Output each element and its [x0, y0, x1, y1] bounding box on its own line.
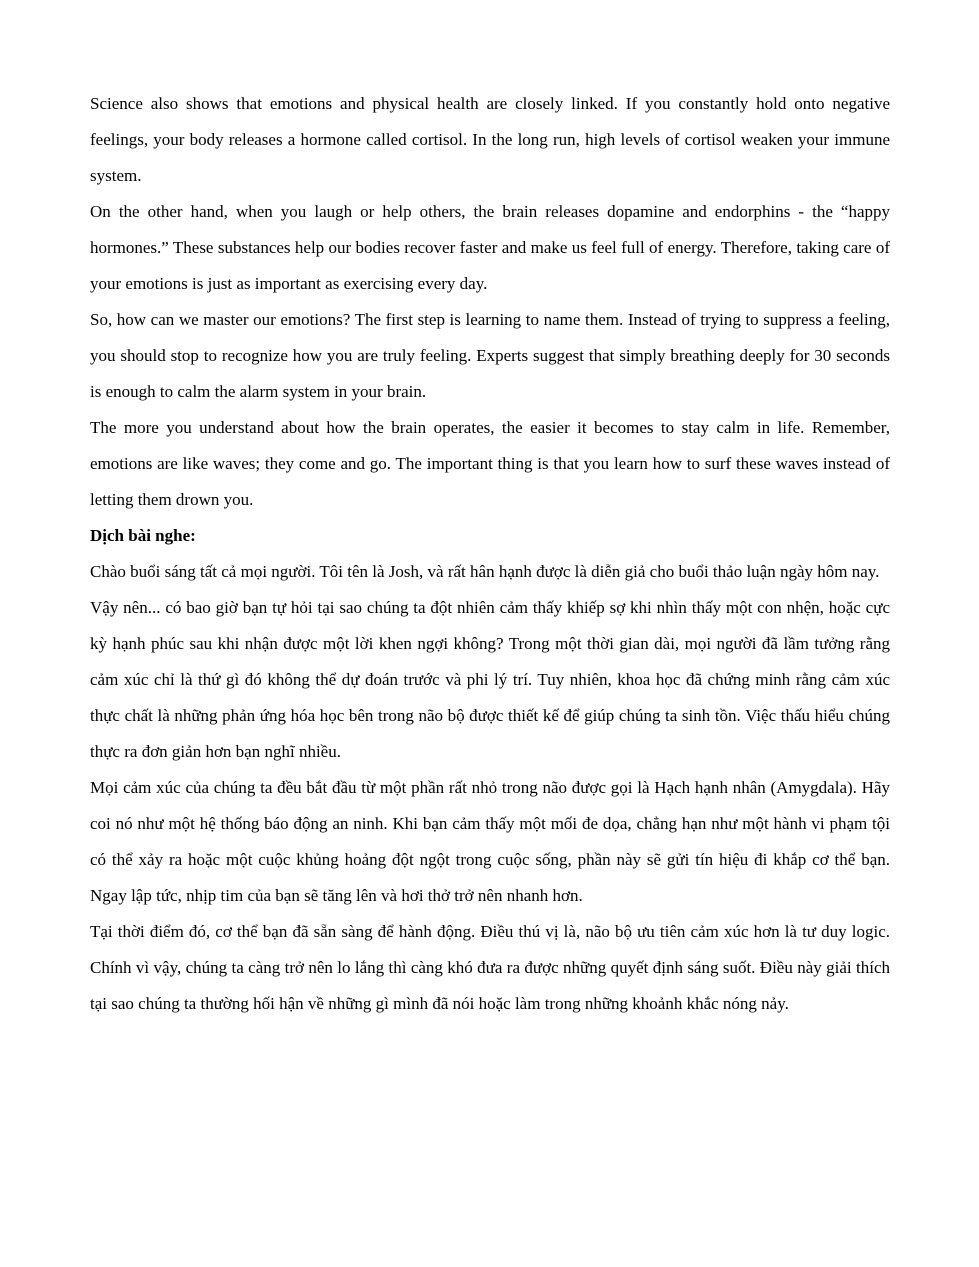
paragraph: On the other hand, when you laugh or help others, the brain releases dopamine and endorphins - the “happy hormones.” These substances help our bodies recover faster and make us feel full of energy. Therefore, taking care of your emotions is just as important as exercising every day. [90, 202, 890, 293]
paragraph: Tại thời điểm đó, cơ thể bạn đã sẵn sàng để hành động. Điều thú vị là, não bộ ưu tiên cảm xúc hơn là tư duy logic. Chính vì vậy, chúng ta càng trở nên lo lắng thì càng khó đưa ra được những quyết định sáng suốt. Điều này giải thích tại sao chúng ta thường hối hận về những gì mình đã nói hoặc làm trong những khoảnh khắc nóng nảy. [90, 922, 890, 1013]
document-body [90, 86, 890, 1022]
paragraph: Science also shows that emotions and physical health are closely linked. If you constantly hold onto negative feelings, your body releases a hormone called cortisol. In the long run, high levels of cortisol weaken your immune system. [90, 94, 890, 185]
paragraph: Mọi cảm xúc của chúng ta đều bắt đầu từ một phần rất nhỏ trong não được gọi là Hạch hạnh nhân (Amygdala). Hãy coi nó như một hệ thống báo động an ninh. Khi bạn cảm thấy một mối đe dọa, chẳng hạn như một hành vi phạm tội có thể xảy ra hoặc một cuộc khủng hoảng đột ngột trong cuộc sống, phần này sẽ gửi tín hiệu đi khắp cơ thể bạn. Ngay lập tức, nhịp tim của bạn sẽ tăng lên và hơi thở trở nên nhanh hơn. [90, 778, 890, 905]
paragraph: So, how can we master our emotions? The first step is learning to name them. Instead of trying to suppress a feeling, you should stop to recognize how you are truly feeling. Experts suggest that simply breathing deeply for 30 seconds is enough to calm the alarm system in your brain. [90, 310, 890, 401]
paragraph: The more you understand about how the brain operates, the easier it becomes to stay calm in life. Remember, emotions are like waves; they come and go. The important thing is that you learn how to surf these waves instead of letting them drown you. [90, 418, 890, 509]
paragraph: Vậy nên... có bao giờ bạn tự hỏi tại sao chúng ta đột nhiên cảm thấy khiếp sợ khi nhìn thấy một con nhện, hoặc cực kỳ hạnh phúc sau khi nhận được một lời khen ngợi không? Trong một thời gian dài, mọi người đã lầm tưởng rằng cảm xúc chỉ là thứ gì đó không thể dự đoán trước và phi lý trí. Tuy nhiên, khoa học đã chứng minh rằng cảm xúc thực chất là những phản ứng hóa học bên trong não bộ được thiết kế để giúp chúng ta sinh tồn. Việc thấu hiểu chúng thực ra đơn giản hơn bạn nghĩ nhiều. [90, 598, 890, 761]
section-heading: Dịch bài nghe: [90, 526, 196, 545]
paragraph: Chào buổi sáng tất cả mọi người. Tôi tên là Josh, và rất hân hạnh được là diễn giả cho buổi thảo luận ngày hôm nay. [90, 562, 880, 581]
